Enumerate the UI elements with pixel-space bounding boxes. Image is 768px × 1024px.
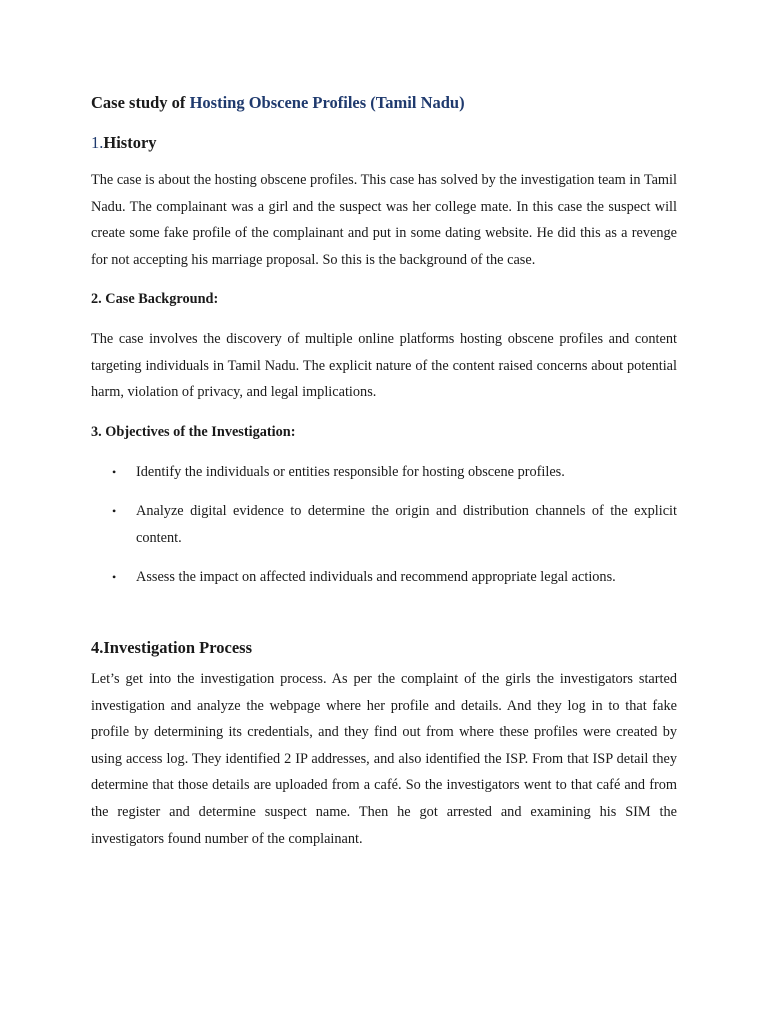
title-accent: Hosting Obscene Profiles (Tamil Nadu) [189, 93, 465, 112]
history-paragraph: The case is about the hosting obscene profiles. This case has solved by the investigation team in Tamil Nadu. The complainant was a girl and the suspect was her college mate. In this case the suspect will create some fake profile of the complainant and put in some dating website. He did this as a revenge for not accepting his marriage proposal. So this is the background of the case. [91, 172, 677, 268]
history-heading-text: History [103, 133, 157, 152]
list-item-text: Identify the individuals or entities responsible for hosting obscene profiles. [136, 464, 565, 480]
bullet-icon: • [112, 569, 117, 584]
case-background-heading: 2. Case Background: [91, 291, 219, 307]
investigation-process-paragraph: Let’s get into the investigation process. As per the complaint of the girls the investigators started investigation and analyze the webpage where her profile and details. And they log in to that fake profile by determining its credentials, and they find out from where these profiles were created by using access log. They identified 2 IP addresses, and also identified the ISP. From that ISP detail they determine that those details are uploaded from a café. So the investigators went to that café and from the register and determine suspect name. Then he got arrested and examining his SIM the investigators found number of the complainant. [91, 671, 677, 847]
bullet-icon: • [112, 465, 117, 479]
investigation-process-heading: 4.Investigation Process [91, 638, 253, 657]
list-item [91, 564, 677, 591]
list-item-text: Analyze digital evidence to determine the origin and distribution channels of the explicit content. [136, 503, 677, 546]
list-item-text: Assess the impact on affected individuals and recommend appropriate legal actions. [136, 568, 616, 585]
history-number: 1. [91, 133, 104, 152]
list-item [91, 498, 677, 551]
case-background-paragraph: The case involves the discovery of multiple online platforms hosting obscene profiles and content targeting individuals in Tamil Nadu. The explicit nature of the content raised concerns about potential harm, violation of privacy, and legal implications. [91, 331, 677, 401]
list-item [91, 459, 677, 486]
title-prefix: Case study of [91, 93, 190, 112]
objectives-heading: 3. Objectives of the Investigation: [91, 424, 296, 440]
history-heading [91, 133, 157, 153]
document-title [91, 93, 465, 113]
objectives-list [91, 459, 677, 603]
bullet-icon: • [112, 504, 117, 519]
